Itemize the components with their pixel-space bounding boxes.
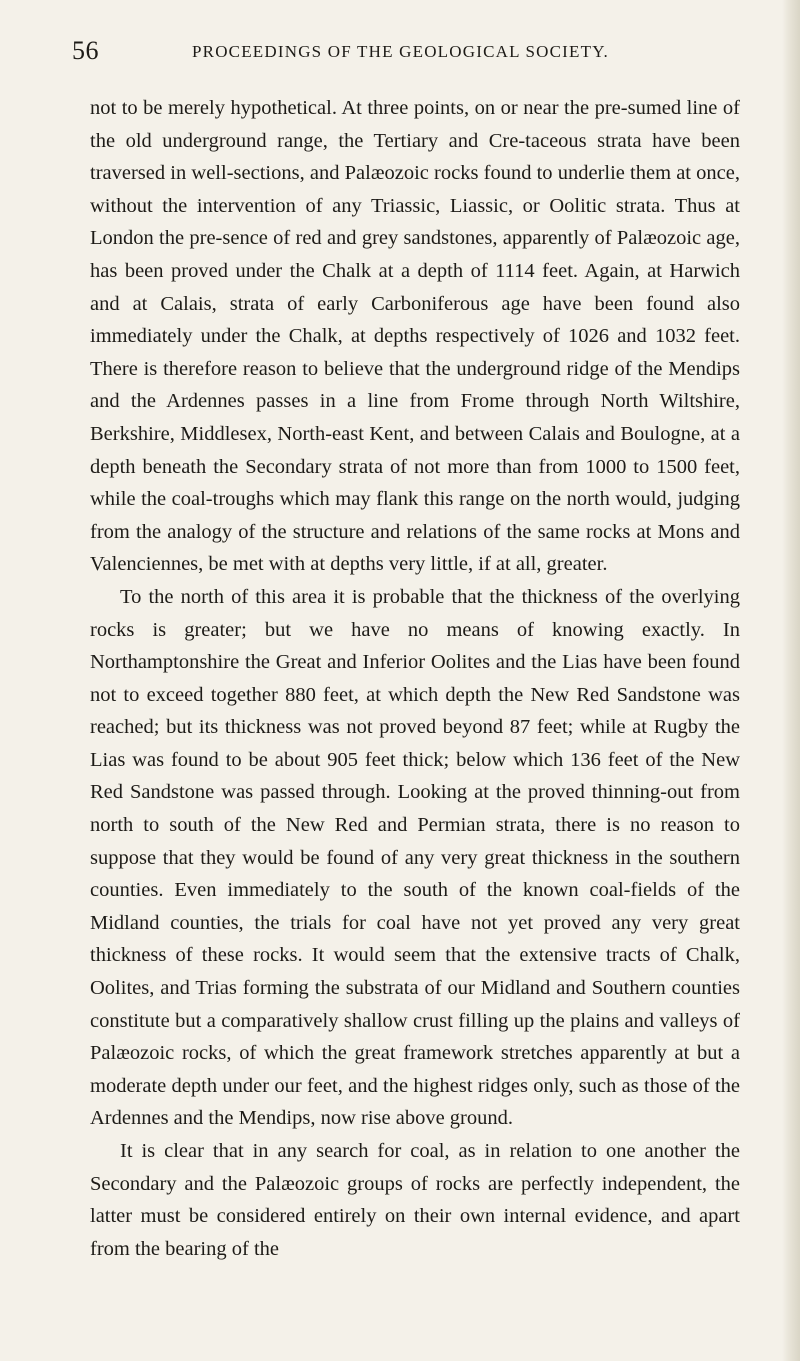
page-header	[72, 36, 740, 66]
body-text	[90, 92, 740, 1265]
page-number: 56	[72, 36, 99, 65]
page-edge-shadow	[782, 0, 800, 1361]
paragraph-search-for-coal: It is clear that in any search for coal, as in relation to one another the Secondary and the Palæozoic groups of rocks are perfectly independent, the latter must be considered entirely on their own internal evidence, and apart from the bearing of the	[90, 1140, 740, 1260]
paragraph-continued: not to be merely hypothetical. At three points, on or near the pre-sumed line of the old underground range, the Tertiary and Cre-taceous strata have been traversed in well-sections, and Palæozoic rocks found to underlie them at once, without the intervention of any Triassic, Liassic, or Oolitic strata. Thus at London the pre-sence of red and grey sandstones, apparently of Palæozoic age, has been proved under the Chalk at a depth of 1114 feet. Again, at Harwich and at Calais, strata of early Carboniferous age have been found also immediately under the Chalk, at depths respectively of 1026 and 1032 feet. There is therefore reason to believe that the underground ridge of the Mendips and the Ardennes passes in a line from Frome through North Wiltshire, Berkshire, Middlesex, North-east Kent, and between Calais and Boulogne, at a depth beneath the Secondary strata of not more than from 1000 to 1500 feet, while the coal-troughs which may flank this range on the north would, judging from the analogy of the structure and relations of the same rocks at Mons and Valenciennes, be met with at depths very little, if at all, greater.	[90, 97, 740, 576]
paragraph-northern-thickness: To the north of this area it is probable that the thickness of the overlying rocks is greater; but we have no means of knowing exactly. In Northamptonshire the Great and Inferior Oolites and the Lias have been found not to exceed together 880 feet, at which depth the New Red Sandstone was reached; but its thickness was not proved beyond 87 feet; while at Rugby the Lias was found to be about 905 feet thick; below which 136 feet of the New Red Sandstone was passed through. Looking at the proved thinning-out from north to south of the New Red and Permian strata, there is no reason to suppose that they would be found of any very great thickness in the southern counties. Even immediately to the south of the known coal-fields of the Midland counties, the trials for coal have not yet proved any very great thickness of these rocks. It would seem that the extensive tracts of Chalk, Oolites, and Trias forming the substrata of our Midland and Southern counties constitute but a comparatively shallow crust filling up the plains and valleys of Palæozoic rocks, of which the great framework stretches apparently at but a moderate depth under our feet, and the highest ridges only, such as those of the Ardennes and the Mendips, now rise above ground.	[90, 585, 740, 1130]
running-head: PROCEEDINGS OF THE GEOLOGICAL SOCIETY.	[192, 42, 609, 61]
